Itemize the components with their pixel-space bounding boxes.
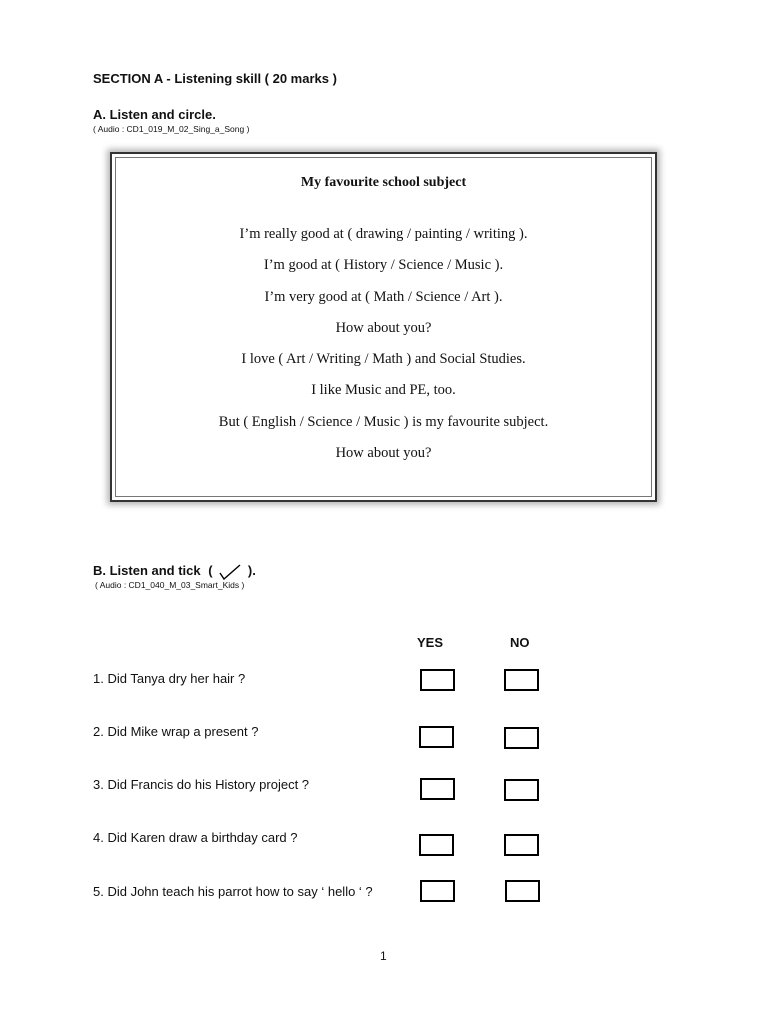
part-b-heading-close: ). (247, 563, 256, 578)
song-line: I’m very good at ( Math / Science / Art ). (264, 288, 503, 305)
question-3: 3. Did Francis do his History project ? (93, 777, 310, 792)
question-1: 1. Did Tanya dry her hair ? (93, 671, 246, 686)
question-3-yes-checkbox[interactable] (420, 778, 455, 800)
part-b-audio-ref: ( Audio : CD1_040_M_03_Smart_Kids ) (95, 580, 245, 590)
part-a-heading: A. Listen and circle. (93, 107, 216, 122)
part-b-heading (93, 563, 256, 580)
checkmark-icon (218, 563, 242, 580)
section-title: SECTION A - Listening skill ( 20 marks ) (93, 71, 337, 86)
question-4-yes-checkbox[interactable] (419, 834, 454, 856)
song-line: How about you? (335, 319, 432, 336)
question-4: 4. Did Karen draw a birthday card ? (93, 830, 298, 845)
song-line: But ( English / Science / Music ) is my favourite subject. (218, 413, 549, 430)
question-2-no-checkbox[interactable] (504, 727, 539, 749)
question-2-yes-checkbox[interactable] (419, 726, 454, 748)
song-line: I’m good at ( History / Science / Music ). (263, 257, 504, 274)
song-line: I love ( Art / Writing / Math ) and Social Studies. (241, 351, 526, 368)
question-1-yes-checkbox[interactable] (420, 669, 455, 691)
song-line: How about you? (335, 445, 432, 462)
song-box (110, 152, 657, 502)
song-title: My favourite school subject (300, 175, 467, 190)
question-5: 5. Did John teach his parrot how to say ‘ hello ‘ ? (93, 884, 373, 899)
song-line: I like Music and PE, too. (311, 382, 456, 399)
song-lyrics (112, 225, 655, 475)
question-5-yes-checkbox[interactable] (420, 880, 455, 902)
part-b-heading-text: B. Listen and tick (93, 563, 201, 578)
question-4-no-checkbox[interactable] (504, 834, 539, 856)
question-3-no-checkbox[interactable] (504, 779, 539, 801)
question-1-no-checkbox[interactable] (504, 669, 539, 691)
song-line: I’m really good at ( drawing / painting / writing ). (239, 226, 528, 242)
no-column-header: NO (510, 635, 530, 650)
yes-column-header: YES (417, 635, 444, 650)
part-a-audio-ref: ( Audio : CD1_019_M_02_Sing_a_Song ) (93, 124, 250, 134)
page-number: 1 (380, 949, 387, 963)
part-b-heading-open: ( (208, 563, 213, 578)
question-5-no-checkbox[interactable] (505, 880, 540, 902)
question-2: 2. Did Mike wrap a present ? (93, 724, 259, 739)
